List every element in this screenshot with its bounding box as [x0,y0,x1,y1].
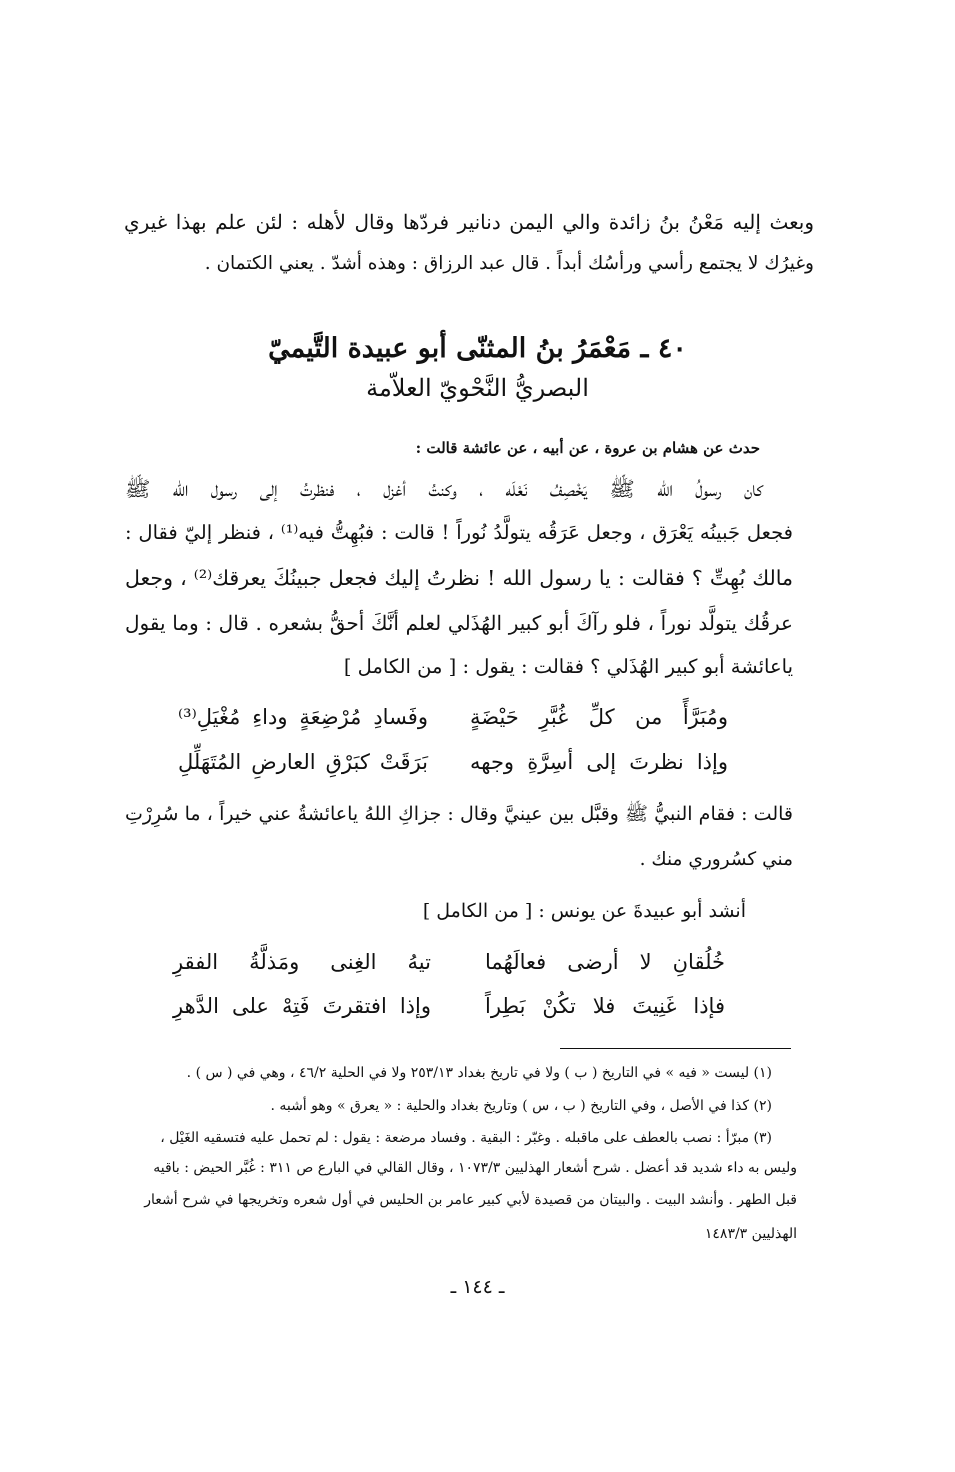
poem-hemistich-right: خُلُقانِ لا أرضى فعالَهُما [485,950,725,974]
anshad-line: أنشد أبو عبيدةَ عن يونس : [ من الكامل ] [422,900,746,922]
body-line: فجعل جَبينُه يَعْرَق ، وجعل عَرَقُه يتولَّدُ نُوراً ! قالت : فبُهِتُّ فيه⁽¹⁾ ، فنظر إليّ فقال : [125,521,793,544]
poem-hemistich-right: ومُبَرَّأً من كلِّ غُبَّرِ حَيْضَةٍ [470,705,728,729]
poem-hemistich-left: وفَسادِ مُرْضِعَةٍ وداءِ مُغْيَلِ⁽³⁾ [178,705,428,729]
poem-hemistich-left: بَرَقَتْ كبَرْقِ العارضِ المُتَهَلِّلِ [178,750,428,774]
poem-hemistich-left: تيهُ الغِنى ومَذلَّةُ الفقرِ [173,950,431,974]
poem-hemistich-left: وإذا افتقرتَ فَتِهْ على الدَّهرِ [173,994,431,1018]
poem-hemistich-right: وإذا نظرتَ إلى أسِرَّةِ وجهه [470,750,728,774]
body-line: عرقُك يتولَّد نوراً ، فلو رآكَ أبو كبير الهُذَلي لعلم أنَّكَ أحقُّ بشعره . قال : وما يقول [125,611,793,635]
footnote-1: (١) ليست « فيه » في التاريخ ( ب ) ولا في تاريخ بغداد ٢٥٣/١٣ ولا في الحلية ٤٦/٢ ، وهي في ( س ) . [186,1065,772,1081]
footnote-3-continued: قبل الطهر . وأنشد البيت . والبيتان من قصيدة لأبي كبير عامر بن الحليس في أول شعره وتخريجها في شرح أشعار [144,1192,797,1208]
body-line: ياعائشة أبو كبير الهُذَلي ؟ فقالت : يقول : [ من الكامل ] [343,655,793,678]
footnote-3: (٣) مبرّأ : نصب بالعطف على ماقبله . وغبّر : البقية . وفساد مرضعة : يقول : لم تحمل عليه فتسقيه الغَيْل ، [160,1130,772,1146]
isnad-line: حدث عن هشام بن عروة ، عن أبيه ، عن عائشة قالت : [415,439,760,457]
page-number: ـ ١٤٤ ـ [450,1276,505,1298]
body-line: كان رسولُ الله ﷺ يَخْصِفُ نَعْلَه ، وكنتُ أغزل ، فنظرتُ إلى رسول الله ﷺ [125,477,763,501]
footnote-2: (٢) كذا في الأصل ، وفي التاريخ ( ب ، س ) وتاريخ بغداد والحلية : « يعرق » وهو أشبه . [270,1098,772,1114]
entry-subtitle: البصريُّ النَّحْويّ العلاّمة [366,374,589,402]
intro-line: وبعث إليه مَعْنُ بنُ زائدة والي اليمن دنانير فردّها وقال لأهله : لئن علم بهذا غيري [124,210,814,234]
body-line: قالت : فقام النبيُّ ﷺ وقبَّل بين عينيَّ وقال : جزاكِ اللهُ ياعائشةُ عني خيراً ، ما سُرِرْتِ [125,803,793,825]
footnote-3-continued: وليس به داء شديد قد أعضل . شرح أشعار الهذليين ١٠٧٣/٣ ، وقال القالي في البارع ص ٣١١ : غُبَّر الحيض : باقيه [153,1160,797,1176]
entry-title: ٤٠ ـ مَعْمَرُ بنُ المثنّى أبو عبيدة التَّيميّ [268,333,687,364]
footnote-3-continued: الهذليين ١٤٨٣/٣ [704,1226,797,1242]
intro-line: وغيرُك لا يجتمع رأسي ورأسُك أبداً . قال عبد الرزاق : وهذه أشدّ . يعني الكتمان . [204,253,814,274]
footnote-rule [560,1048,791,1049]
body-line: مالك بُهِتِّ ؟ فقالت : يا رسول الله ! نظرتُ إليك فجعل جبينُكَ يعرقك⁽²⁾ ، وجعل [125,566,794,590]
body-line: مني كسُروري منك . [639,849,793,870]
poem-hemistich-right: فإذا غَنِيتَ فلا تكُنْ بَطِراً [485,994,725,1018]
